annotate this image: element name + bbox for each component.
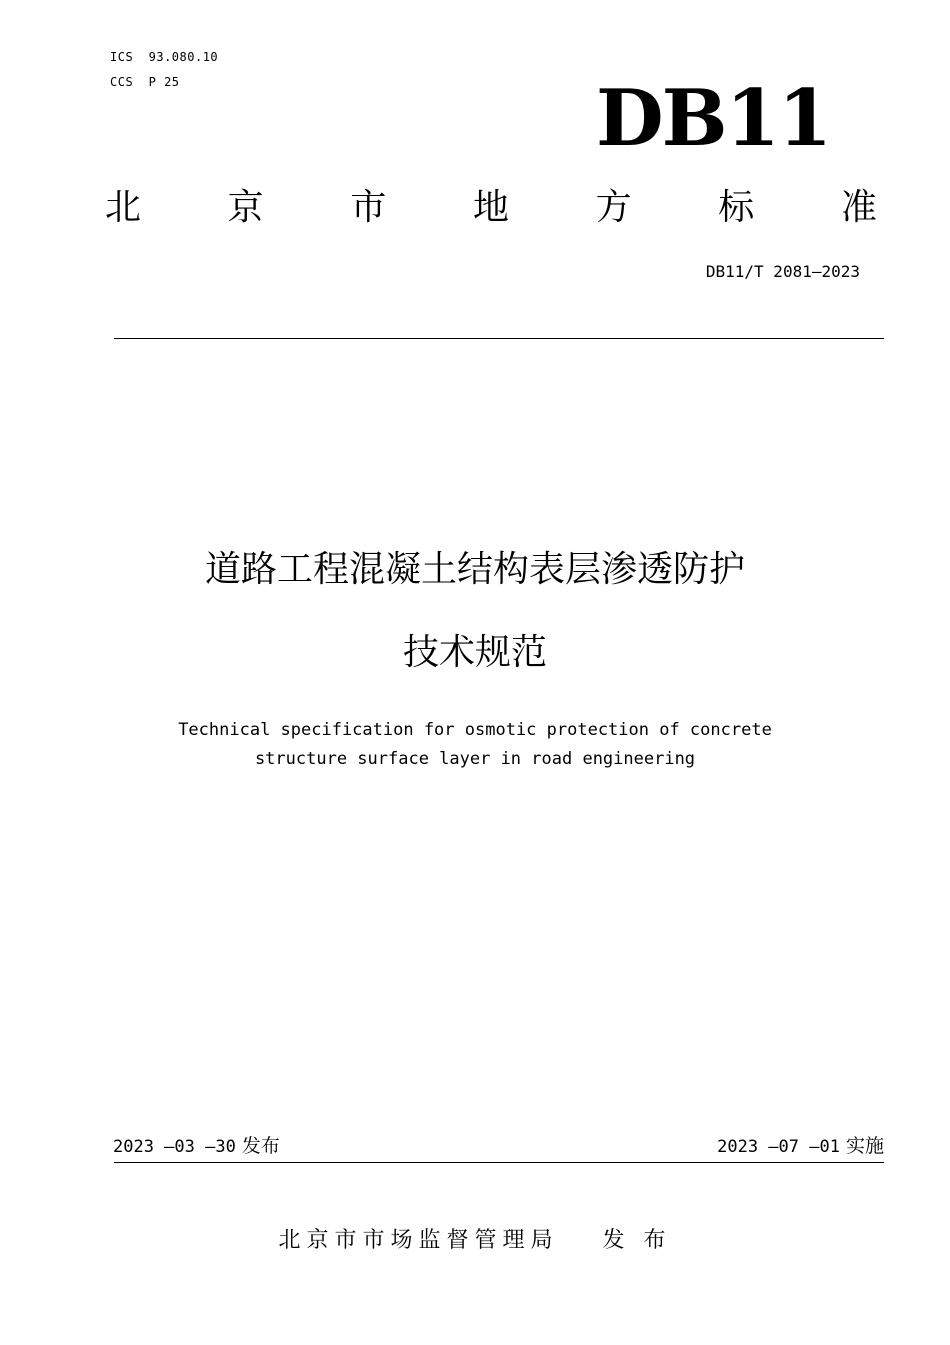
standard-type-char: 地: [472, 187, 509, 228]
effective-date-value: 2023 —07 —01: [717, 1137, 840, 1157]
issuer-name: 北京市市场监督管理局: [278, 1228, 559, 1253]
ics-code: ICS 93.080.10: [110, 50, 219, 64]
issuer-action: 发 布: [602, 1228, 672, 1253]
publish-date: [113, 1134, 280, 1159]
bottom-divider: [114, 1162, 884, 1163]
standard-type-char: 方: [595, 187, 632, 228]
ccs-code: CCS P 25: [110, 75, 180, 89]
issuer-line: [0, 1226, 950, 1256]
chinese-title-line-1: 道路工程混凝土结构表层渗透防护: [204, 549, 745, 590]
chinese-title-line-2: 技术规范: [402, 632, 547, 673]
english-title-line-1: Technical specification for osmotic protection of concrete: [178, 720, 772, 740]
top-divider: [114, 338, 884, 339]
publish-label: 发布: [241, 1135, 280, 1157]
standard-type-char: 京: [227, 187, 264, 228]
standard-number: DB11/T 2081—2023: [705, 262, 860, 281]
publish-date-value: 2023 —03 —30: [113, 1137, 236, 1157]
standard-type-heading: [105, 184, 877, 232]
effective-label: 实施: [845, 1135, 884, 1157]
db11-logo: DB11: [596, 73, 831, 164]
effective-date: [717, 1134, 884, 1159]
standard-type-char: 北: [105, 187, 142, 228]
standard-type-char: 准: [840, 187, 877, 228]
english-title-line-2: structure surface layer in road engineering: [254, 749, 696, 769]
standard-type-char: 市: [350, 187, 387, 228]
standard-type-char: 标: [718, 187, 755, 228]
